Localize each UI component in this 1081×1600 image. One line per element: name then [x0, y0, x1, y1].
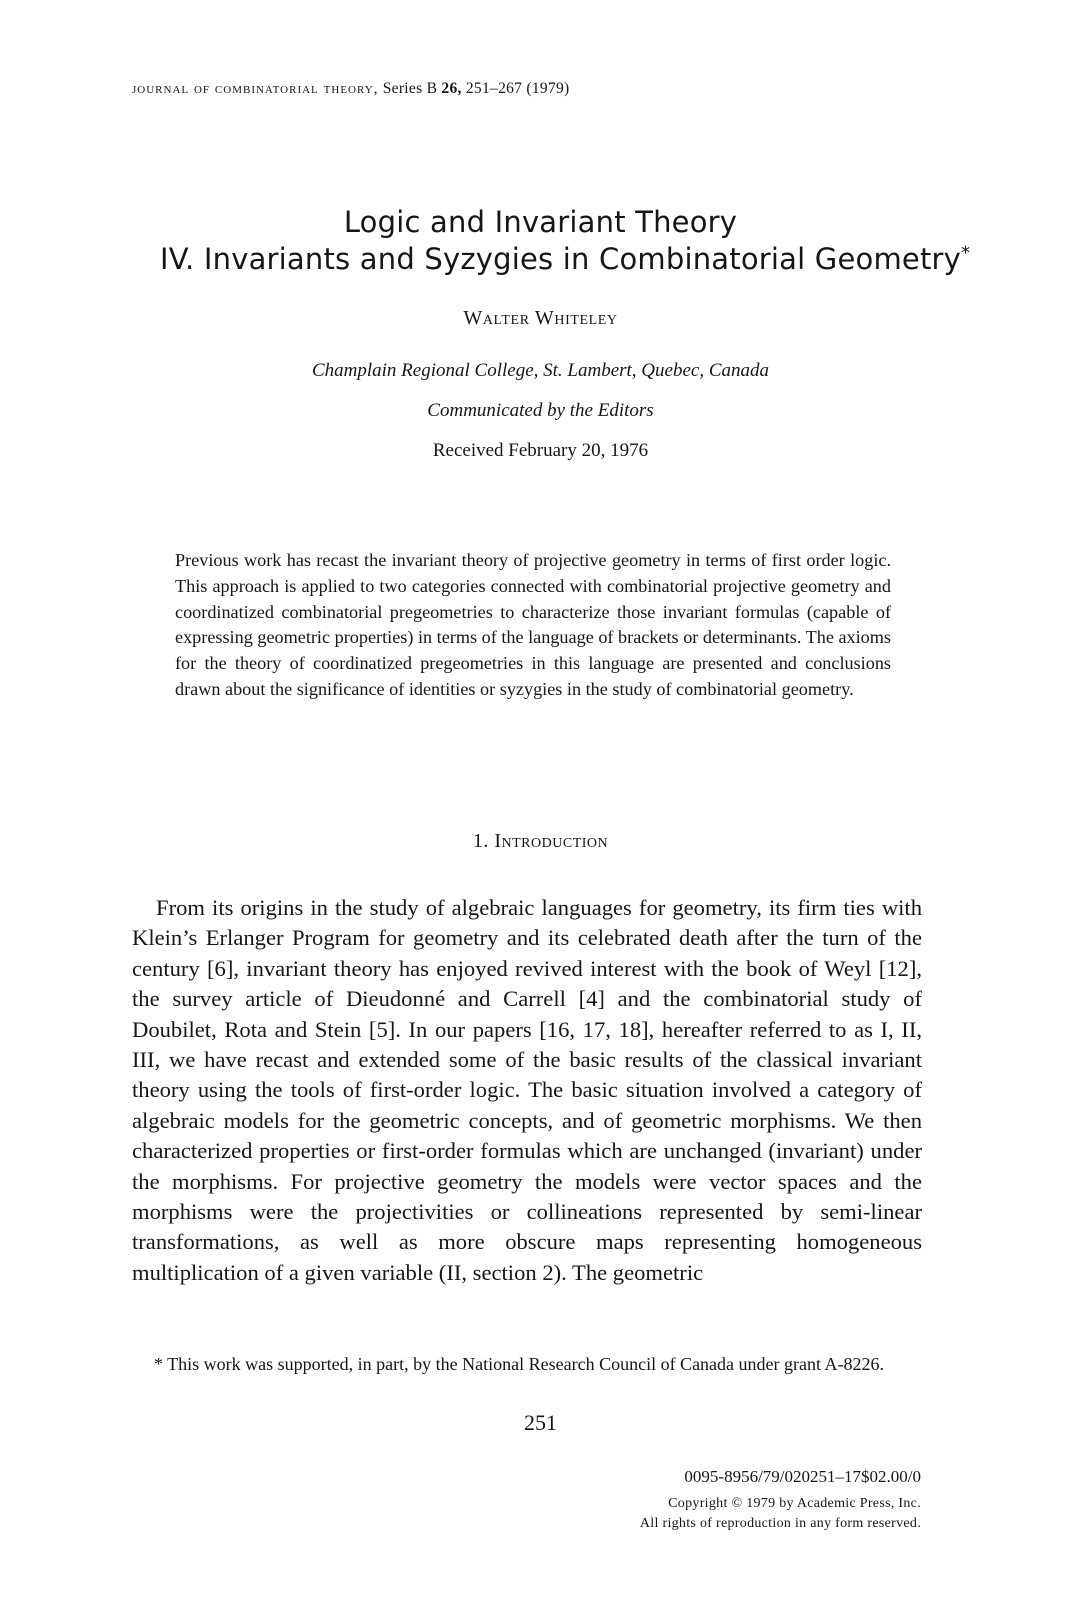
received-date: Received February 20, 1976: [432, 440, 649, 461]
author-name: Walter Whiteley: [463, 307, 618, 329]
author-affiliation: Champlain Regional College, St. Lambert, Quebec, Canada: [311, 360, 769, 381]
page-number: 251: [524, 1410, 557, 1435]
rights-notice: All rights of reproduction in any form reserved.: [639, 1516, 921, 1531]
journal-series: Series B: [382, 80, 438, 97]
footnote: * This work was supported, in part, by the National Research Council of Canada under grant A-8226.: [154, 1354, 885, 1374]
paper-title-line1: Logic and Invariant Theory: [343, 205, 738, 239]
journal-volume: 26,: [441, 80, 462, 97]
body-paragraph: From its origins in the study of algebraic languages for geometry, its firm ties with Klein’s Erlanger Program for geometry and its celebrated death after the turn of the century [6], invariant theory has enjoyed revived interest with the book of Weyl [12], the survey article of Dieudonné and Carrell [4] and the combinatorial study of Doubilet, Rota and Stein [5]. In our papers [16, 17, 18], hereafter referred to as I, II, III, we have recast and extended some of the basic results of the classical invariant theory using the tools of first-order logic. The basic situation involved a category of algebraic models for the geometric concepts, and of geometric morphisms. We then characterized properties or first-order formulas which are unchanged (invariant) under the morphisms. For projective geometry the models were vector spaces and the morphisms were the projectivities or collineations represented by semi-linear transformations, as well as more obscure maps representing homogeneous multiplication of a given variable (II, section 2). The geometric: [132, 895, 922, 1285]
abstract: Previous work has recast the invariant theory of projective geometry in terms of first order logic. This approach is applied to two categories connected with combinatorial projective geometry and coordinatized combinatorial pregeometries to characterize those invariant formulas (capable of expressing geometric properties) in terms of the language of brackets or determinants. The axioms for the theory of coordinatized pregeometries in this language are presented and conclusions drawn about the significance of identities or syzygies in the study of combinatorial geometry.: [175, 550, 891, 699]
journal-pages-year: 251–267 (1979): [465, 80, 570, 97]
paper-title-line2-text: IV. Invariants and Syzygies in Combinatorial Geometry: [160, 242, 962, 276]
running-header: [132, 80, 570, 98]
paper-title-line2: [160, 242, 970, 276]
copyright-notice: Copyright © 1979 by Academic Press, Inc.: [668, 1496, 921, 1511]
communicated-by: Communicated by the Editors: [427, 400, 654, 421]
issn-price-code: 0095-8956/79/020251–17$02.00/0: [684, 1467, 921, 1486]
title-footnote-mark: *: [961, 242, 971, 264]
journal-name: journal of combinatorial theory,: [132, 80, 379, 97]
section-title: Introduction: [494, 830, 609, 852]
section-number: 1.: [472, 830, 489, 852]
section-heading: [0, 830, 1081, 853]
